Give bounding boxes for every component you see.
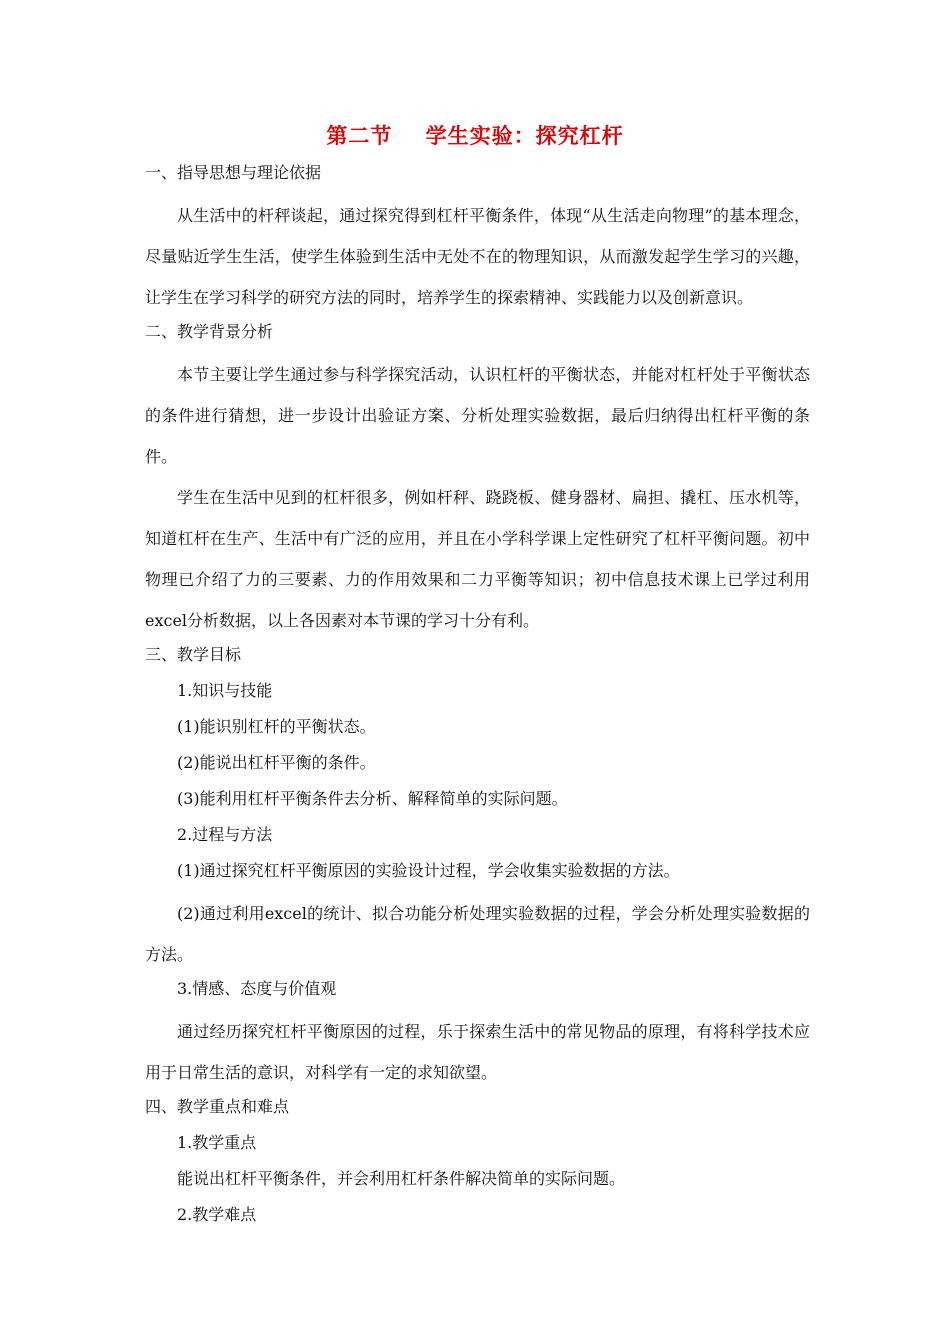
subheading-difficult-point: 2.教学难点: [177, 1205, 257, 1224]
paragraph-background-1: 本节主要让学生通过参与科学探究活动，认识杠杆的平衡状态，并能对杠杆处于平衡状态的条件进行猜想，进一步设计出验证方案、分析处理实验数据，最后归纳得出杠杆平衡的条件。: [145, 365, 810, 466]
objective-item: (3)能利用杠杆平衡条件去分析、解释简单的实际问题。: [177, 789, 568, 808]
document-title: 第二节 学生实验：探究杠杆: [326, 123, 624, 148]
document-body: [145, 159, 810, 1237]
objective-item: (2)通过利用excel的统计、拟合功能分析处理实验数据的过程，学会分析处理实验数据的方法。: [145, 904, 810, 964]
section-heading-key-points: 四、教学重点和难点: [145, 1097, 290, 1116]
paragraph-attitude-values: 通过经历探究杠杆平衡原因的过程，乐于探索生活中的常见物品的原理，有将科学技术应用于日常生活的意识，对科学有一定的求知欲望。: [145, 1022, 810, 1082]
section-heading-background: 二、教学背景分析: [145, 322, 274, 341]
subheading-key-point: 1.教学重点: [177, 1133, 257, 1152]
subheading-attitude-values: 3.情感、态度与价值观: [177, 979, 337, 998]
objective-item: (2)能说出杠杆平衡的条件。: [177, 753, 376, 772]
section-heading-objectives: 三、教学目标: [145, 645, 242, 664]
paragraph-guiding-ideas: 从生活中的杆秤谈起，通过探究得到杠杆平衡条件，体现“从生活走向物理”的基本理念，尽量贴近学生生活，使学生体验到生活中无处不在的物理知识，从而激发起学生学习的兴趣，让学生在学习科学的研究方法的同时，培养学生的探索精神、实践能力以及创新意识。: [145, 206, 810, 307]
objective-item: (1)能识别杠杆的平衡状态。: [177, 717, 376, 736]
objective-item: (1)通过探究杠杆平衡原因的实验设计过程，学会收集实验数据的方法。: [177, 861, 680, 880]
paragraph-key-point: 能说出杠杆平衡条件，并会利用杠杆条件解决简单的实际问题。: [177, 1169, 626, 1188]
paragraph-background-2: 学生在生活中见到的杠杆很多，例如杆秤、跷跷板、健身器材、扁担、撬杠、压水机等，知道杠杆在生产、生活中有广泛的应用，并且在小学科学课上定性研究了杠杆平衡问题。初中物理已介绍了力的三要素、力的作用效果和二力平衡等知识；初中信息技术课上已学过利用excel分析数据，以上各因素对本节课的学习十分有利。: [145, 488, 810, 630]
section-heading-guiding-ideas: 一、指导思想与理论依据: [145, 163, 322, 182]
subheading-knowledge-skills: 1.知识与技能: [177, 681, 273, 700]
subheading-process-method: 2.过程与方法: [177, 825, 273, 844]
